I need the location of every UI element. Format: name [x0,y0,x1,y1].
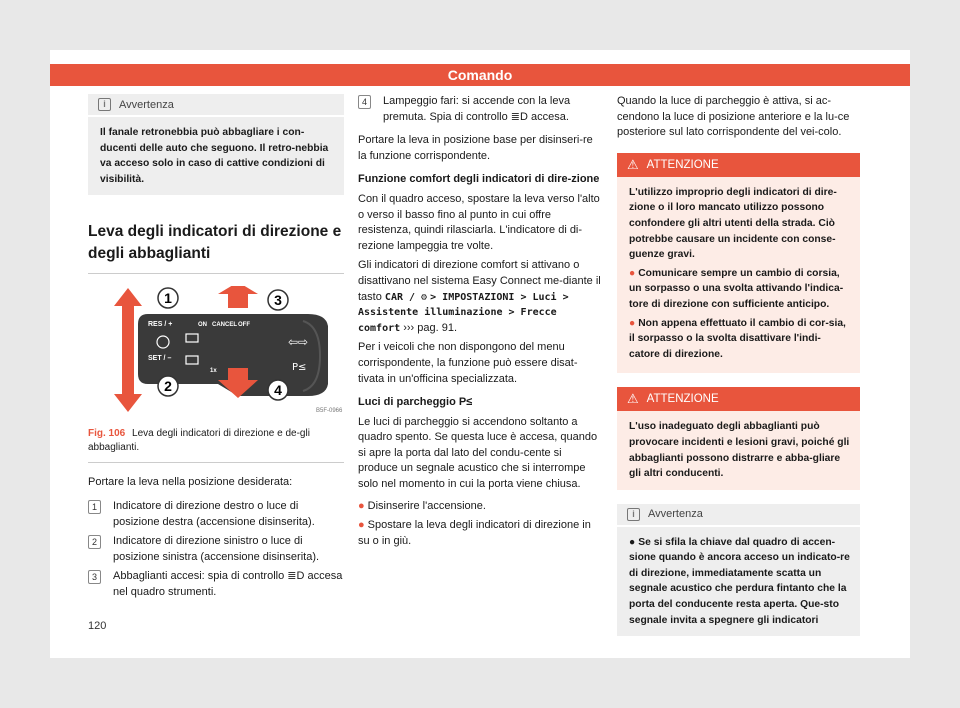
parking-light-icon: P≤ [292,362,307,374]
subheading: Funzione comfort degli indicatori di dire-zione [358,173,600,186]
item-text: Abbaglianti accesi: spia di controllo ≣D accesa nel quadro strumenti. [113,570,343,598]
note-box [617,504,860,637]
one-x-label: 1x [210,368,217,375]
svg-text:4: 4 [274,382,282,399]
paragraph: Con il quadro acceso, spostare la leva verso l'alto o verso il basso fino al punto in cui offre resistenza, quindi rilasciarla. L'indicatore di di-rezione lampeggia tre volte. [358,192,600,252]
item-number: 2 [88,535,101,549]
column-left [88,94,344,605]
figure-caption [88,421,344,462]
bullet-text: Disinserire l'accensione. [367,499,486,512]
list-item [88,499,344,530]
menu-path: > IMPOSTAZIONI > Luci > Assistente illuminazione > Frecce comfort [358,291,569,334]
bullet-icon: ● [629,317,636,329]
page-header: Comando [50,64,910,86]
svg-text:3: 3 [274,292,282,309]
figure-caption-text: Leva degli indicatori di direzione e de-gli abbaglianti. [88,428,310,453]
warning-header [617,153,860,177]
arrow-up-center [218,286,258,308]
warning-box [617,387,860,489]
item-text: Indicatore di direzione sinistro o luce di posizione sinistra (accensione disinserita). [113,535,320,563]
list-item [88,534,344,565]
figure [88,286,344,463]
callout-3 [268,290,288,310]
bullet-text: Non appena effettuato il cambio di cor-sia, il sorpasso o la svolta disattivare l'indi-catore di direzione. [629,317,846,360]
menu-key: CAR / ⚙ [384,291,428,303]
item-number: 3 [88,570,101,584]
subheading: Luci di parcheggio P≤ [358,396,473,409]
bullet-icon: ● [358,519,365,532]
svg-text:2: 2 [164,378,172,395]
note-box [88,94,344,195]
item-number: 1 [88,500,101,514]
paragraph: Portare la leva in posizione base per disinseri-re la funzione corrispondente. [358,134,593,162]
callout-2 [158,376,178,396]
page-ref: ››› pag. 91. [403,321,458,334]
bullet-item [629,316,850,363]
bullet-icon: ● [629,267,636,279]
item-number: 4 [358,95,371,109]
figure-number: Fig. 106 [88,428,126,440]
cancel-label: CANCEL [212,322,237,329]
column-middle [358,94,603,549]
warning-text: L'uso inadeguato degli abbaglianti può provocare incidenti e lesioni gravi, poiché gli abbaglianti possono distrarre e abba-gliare gli altri conducenti. [629,421,850,480]
bullet-item [629,266,850,313]
res-label: RES / + [148,321,173,329]
note-text: Il fanale retronebbia può abbagliare i con-ducenti delle auto che seguono. Il retro-nebbia va acceso solo in caso di cattive condizioni di visibilità. [100,127,329,185]
warning-header [617,387,860,411]
warning-heading: ATTENZIONE [646,393,719,406]
bullet-icon: ● [629,536,636,548]
warning-body [617,177,860,374]
section-title: Leva degli indicatori di direzione e degli abbaglianti [88,221,344,274]
warning-box [617,153,860,374]
intro-text: Portare la leva nella posizione desiderata: [88,476,293,489]
column-right [617,94,860,636]
bullet-icon: ● [358,499,365,512]
arrow-down-left [114,344,142,412]
warning-icon: ⚠ [627,391,639,407]
warning-heading: ATTENZIONE [646,158,719,171]
callout-4 [268,380,288,400]
paragraph: Le luci di parcheggio si accendono soltanto a quadro spento. Se questa luce è accesa, quando si apre la porta dal lato del condu-cente si produce un segnale acustico che si interrompe solo nel momento in cui la porta viene chiusa. [358,415,598,491]
info-icon: i [98,98,111,111]
note-body [617,527,860,637]
stalk-illustration [88,286,344,416]
warning-text: L'utilizzo improprio degli indicatori di dire-zione o il loro mancato utilizzo possono confondere gli altri utenti della strada. Ciò potrebbe causare un incidente con conse-guenze gravi. [629,186,837,261]
menu-intro: Gli indicatori di direzione comfort si attivano o disattivano nel sistema Easy Connect me-diante il tasto [358,259,601,303]
paragraph: Quando la luce di parcheggio è attiva, si ac-cendono la luce di posizione anteriore e la lu-ce posteriore sul lato corrispondente del vei-colo. [617,95,850,139]
note-header [88,94,344,117]
figure-code: B5F-0966 [316,408,343,415]
turn-signal-icon: ⇦⇨ [288,335,309,350]
list-item [88,569,344,600]
item-text: Lampeggio fari: si accende con la leva premuta. Spia di controllo ≣D accesa. [383,95,571,123]
on-label: ON [198,322,207,329]
note-heading: Avvertenza [119,98,174,111]
info-icon: i [627,508,640,521]
bullet-text: Comunicare sempre un cambio di corsia, un sorpasso o una svolta attivando l'indica-tore di direzione con sufficiente anticipo. [629,267,844,310]
note-header [617,504,860,527]
off-label: OFF [238,322,250,329]
paragraph-menu [358,258,603,336]
bullet-item [629,535,850,629]
callout-1 [158,288,178,308]
bullet-item [358,499,603,515]
svg-text:1: 1 [164,290,172,307]
bullet-item [358,518,603,549]
paragraph: Per i veicoli che non dispongono del menu corrispondente, la funzione può essere disat-tivata in un'officina specializzata. [358,341,578,385]
bullet-text: Se si sfila la chiave dal quadro di accen-sione quando è ancora acceso un indicato-re di direzione, immediatamente scatta un segnale acustico che perdura fintanto che la porta del conducente resta aperta. Que-sto segnale invita a spegnere gli indicatori [629,536,850,626]
set-label: SET / – [148,355,172,363]
list-item [358,94,603,125]
note-heading: Avvertenza [648,508,703,521]
item-text: Indicatore di direzione destro o luce di posizione destra (accensione disinserita). [113,499,315,528]
warning-icon: ⚠ [627,156,639,172]
page-number: 120 [88,620,107,632]
bullet-text: Spostare la leva degli indicatori di direzione in su o in giù. [358,519,591,547]
